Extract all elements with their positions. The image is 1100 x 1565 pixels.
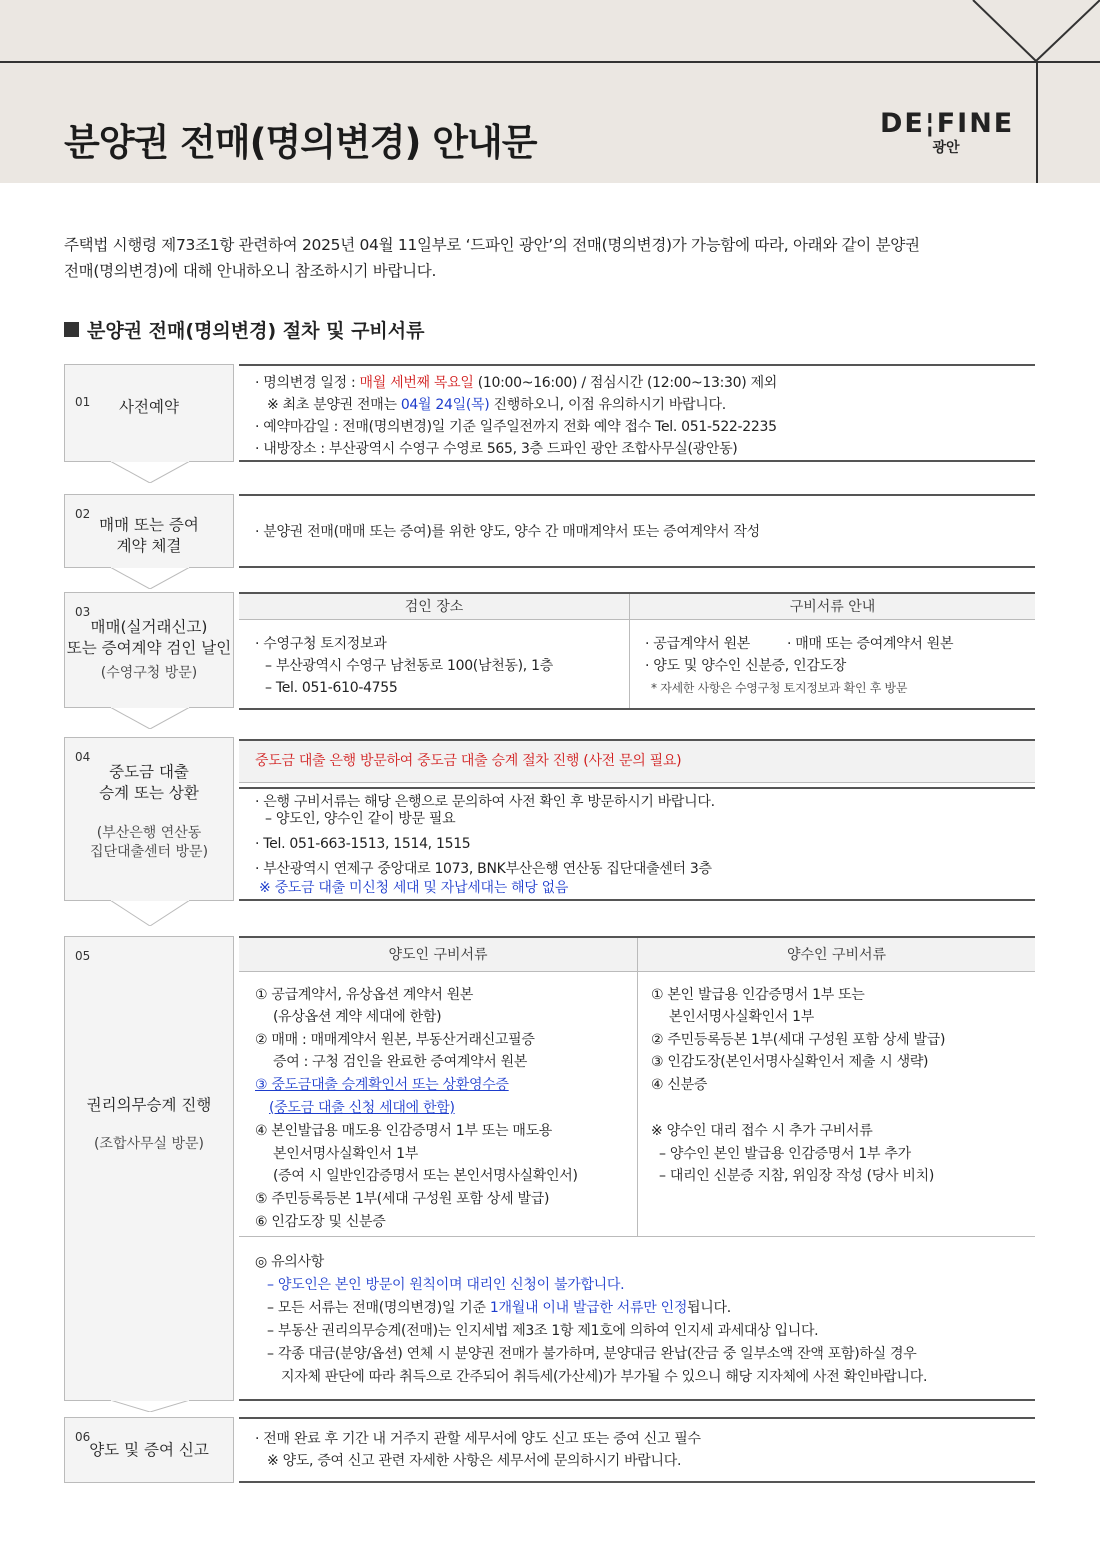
reservation-deadline: · 예약마감일 : 전매(명의변경)일 기준 일주일전까지 전화 예약 접수 Tel. 051-522-2235 [255, 419, 777, 435]
caution-2: – 모든 서류는 전매(명의변경)일 기준 1개월내 이내 발급한 서류만 인정됩니다. [267, 1300, 731, 1316]
section-heading [64, 316, 425, 343]
step-01-content [239, 364, 1035, 462]
transferor-doc: 증여 : 구청 검인을 완료한 증여계약서 원본 [273, 1054, 528, 1070]
step-06-content [239, 1417, 1035, 1483]
transferor-doc: ⑤ 주민등록등본 1부(세대 구성원 포함 상세 발급) [255, 1191, 550, 1207]
transferor-doc: ② 매매 : 매매계약서 원본, 부동산거래신고필증 [255, 1032, 535, 1048]
caution-3: – 부동산 권리의무승계(전매)는 인지세법 제3조 1항 제1호에 의하여 인지세 과세대상 입니다. [267, 1323, 819, 1339]
transferee-doc: 본인서명사실확인서 1부 [669, 1009, 814, 1025]
doc-sale-contract: · 매매 또는 증여계약서 원본 [787, 636, 954, 652]
page-title: 분양권 전매(명의변경) 안내문 [64, 121, 537, 164]
step-number: 04 [75, 750, 91, 764]
step-label: 사전예약 [119, 398, 179, 416]
step-04-box [64, 737, 234, 901]
step-arrow-icon [110, 567, 190, 589]
step-label-1: 권리의무승계 진행 [86, 1096, 212, 1114]
transferee-header: 양수인 구비서류 [638, 938, 1035, 972]
transferor-header: 양도인 구비서류 [239, 938, 637, 972]
step-06-box [64, 1417, 234, 1483]
doc-note: * 자세한 사항은 수영구청 토지정보과 확인 후 방문 [651, 681, 908, 695]
step-label-4: 집단대출센터 방문) [89, 844, 209, 860]
step-label-3: (수영구청 방문) [100, 665, 198, 681]
step-label-2: 또는 증여계약 검인 날인 [66, 639, 232, 657]
step-arrow-icon [110, 461, 190, 483]
doc-id-seal: · 양도 및 양수인 신분증, 인감도장 [645, 658, 846, 674]
step-number: 05 [75, 949, 91, 963]
transferor-doc: (유상옵션 계약 세대에 한함) [273, 1009, 442, 1025]
step-03-content [239, 592, 1035, 710]
transferor-doc-highlight: ③ 중도금대출 승계확인서 또는 상환영수증 [255, 1077, 509, 1093]
step-label-2: (조합사무실 방문) [93, 1136, 205, 1152]
step-number: 06 [75, 1430, 91, 1444]
visit-location: · 내방장소 : 부산광역시 수영구 수영로 565, 3층 드파인 광안 조합사무실(광안동) [255, 441, 738, 457]
step-label-2: 계약 체결 [116, 537, 182, 555]
loan-banner [239, 739, 1035, 783]
intro-line-2: 전매(명의변경)에 대해 안내하오니 참조하시기 바랍니다. [64, 262, 437, 280]
step-05-box [64, 936, 234, 1401]
transferee-doc: ④ 신분증 [651, 1077, 708, 1093]
step-arrow-icon [110, 900, 190, 926]
step-02-content [239, 494, 1035, 568]
column-divider [637, 938, 638, 1236]
step-arrow-icon [110, 707, 190, 729]
bank-line-1: · 은행 구비서류는 해당 은행으로 문의하여 사전 확인 후 방문하시기 바랍니다. [255, 794, 715, 810]
transferor-doc: (증여 시 일반인감증명서 또는 본인서명사실확인서) [273, 1168, 578, 1184]
step-number: 01 [75, 395, 91, 409]
step-label: 양도 및 증여 신고 [89, 1441, 209, 1459]
section-title: 분양권 전매(명의변경) 절차 및 구비서류 [87, 320, 425, 342]
caution-1: – 양도인은 본인 방문이 원칙이며 대리인 신청이 불가합니다. [267, 1277, 625, 1293]
report-line-2: ※ 양도, 증여 신고 관련 자세한 사항은 세무서에 문의하시기 바랍니다. [267, 1453, 682, 1469]
schedule-line: · 명의변경 일정 : 매월 세번째 목요일 (10:00~16:00) / 점심시간 (12:00~13:30) 제외 [255, 375, 778, 391]
office-address: – 부산광역시 수영구 남천동로 100(남천동), 1층 [265, 658, 553, 674]
transferor-doc-highlight: (중도금 대출 신청 세대에 한함) [269, 1100, 455, 1116]
bank-note: ※ 중도금 대출 미신청 세대 및 자납세대는 해당 없음 [259, 880, 569, 896]
office-name: · 수영구청 토지정보과 [255, 636, 387, 652]
report-line-1: · 전매 완료 후 기간 내 거주지 관할 세무서에 양도 신고 또는 증여 신고 필수 [255, 1431, 701, 1447]
step-03-box [64, 592, 234, 708]
step-05-content [239, 936, 1035, 1401]
caution-4: – 각종 대금(분양/옵션) 연체 시 분양권 전매가 불가하며, 분양대금 완납(잔금 중 일부소액 잔액 포함)하실 경우 [267, 1346, 917, 1362]
step-number: 02 [75, 507, 91, 521]
header [0, 0, 1100, 183]
transferee-doc: ① 본인 발급용 인감증명서 1부 또는 [651, 987, 865, 1003]
inspection-place-header: 검인 장소 [239, 594, 629, 620]
doc-supply-contract: · 공급계약서 원본 [645, 636, 751, 652]
documents-header: 구비서류 안내 [630, 594, 1035, 620]
step-label-1: 매매 또는 증여 [99, 516, 199, 534]
proxy-note: ※ 양수인 대리 접수 시 추가 구비서류 [651, 1123, 873, 1139]
proxy-doc: – 대리인 신분증 지참, 위임장 작성 (당사 비치) [659, 1168, 935, 1184]
caution-heading: ◎ 유의사항 [255, 1254, 324, 1270]
step-02-box [64, 494, 234, 568]
step-04-content [239, 787, 1035, 901]
logo-sub: 광안 [932, 140, 960, 156]
transferor-doc: ⑥ 인감도장 및 신분증 [255, 1214, 386, 1230]
step-number: 03 [75, 605, 91, 619]
step-label-1: 중도금 대출 [109, 763, 189, 781]
transferor-doc: ① 공급계약서, 유상옵션 계약서 원본 [255, 987, 474, 1003]
bank-line-2: – 양도인, 양수인 같이 방문 필요 [265, 811, 456, 827]
proxy-doc: – 양수인 본인 발급용 인감증명서 1부 추가 [659, 1146, 911, 1162]
step-arrow-icon [110, 1400, 190, 1412]
intro-paragraph [64, 232, 1044, 284]
step-label-2: 승계 또는 상환 [99, 784, 199, 802]
step-label-3: (부산은행 연산동 [96, 825, 202, 841]
column-divider [629, 594, 630, 708]
logo-brand: DE¦FINE [880, 108, 1015, 139]
first-transfer-note: ※ 최초 분양권 전매는 04월 24일(목) 진행하오니, 이점 유의하시기 바랍니다. [267, 397, 726, 413]
transferor-doc: ④ 본인발급용 매도용 인감증명서 1부 또는 매도용 [255, 1123, 553, 1139]
step-label-1: 매매(실거래신고) [90, 618, 208, 636]
transferee-doc: ③ 인감도장(본인서명사실확인서 제출 시 생략) [651, 1054, 929, 1070]
brand-logo [880, 108, 1015, 157]
bank-phone: · Tel. 051-663-1513, 1514, 1515 [255, 836, 471, 852]
bank-address: · 부산광역시 연제구 중앙대로 1073, BNK부산은행 연산동 집단대출센터 3층 [255, 861, 712, 877]
contract-text: · 분양권 전매(매매 또는 증여)를 위한 양도, 양수 간 매매계약서 또는 증여계약서 작성 [255, 524, 760, 540]
transferor-doc: 본인서명사실확인서 1부 [273, 1146, 418, 1162]
loan-banner-text: 중도금 대출 은행 방문하여 중도금 대출 승계 절차 진행 (사전 문의 필요) [255, 753, 682, 769]
office-phone: – Tel. 051-610-4755 [265, 680, 398, 696]
intro-line-1: 주택법 시행령 제73조1항 관련하여 2025년 04월 11일부로 ‘드파인 광안’의 전매(명의변경)가 가능함에 따라, 아래와 같이 분양권 [64, 236, 920, 254]
square-bullet-icon [64, 322, 79, 337]
transferee-doc: ② 주민등록등본 1부(세대 구성원 포함 상세 발급) [651, 1032, 946, 1048]
caution-divider [239, 1236, 1035, 1237]
step-01-box [64, 364, 234, 462]
caution-5: 지자체 판단에 따라 취득으로 간주되어 취득세(가산세)가 부가될 수 있으니 해당 지자체에 사전 확인바랍니다. [281, 1369, 928, 1385]
